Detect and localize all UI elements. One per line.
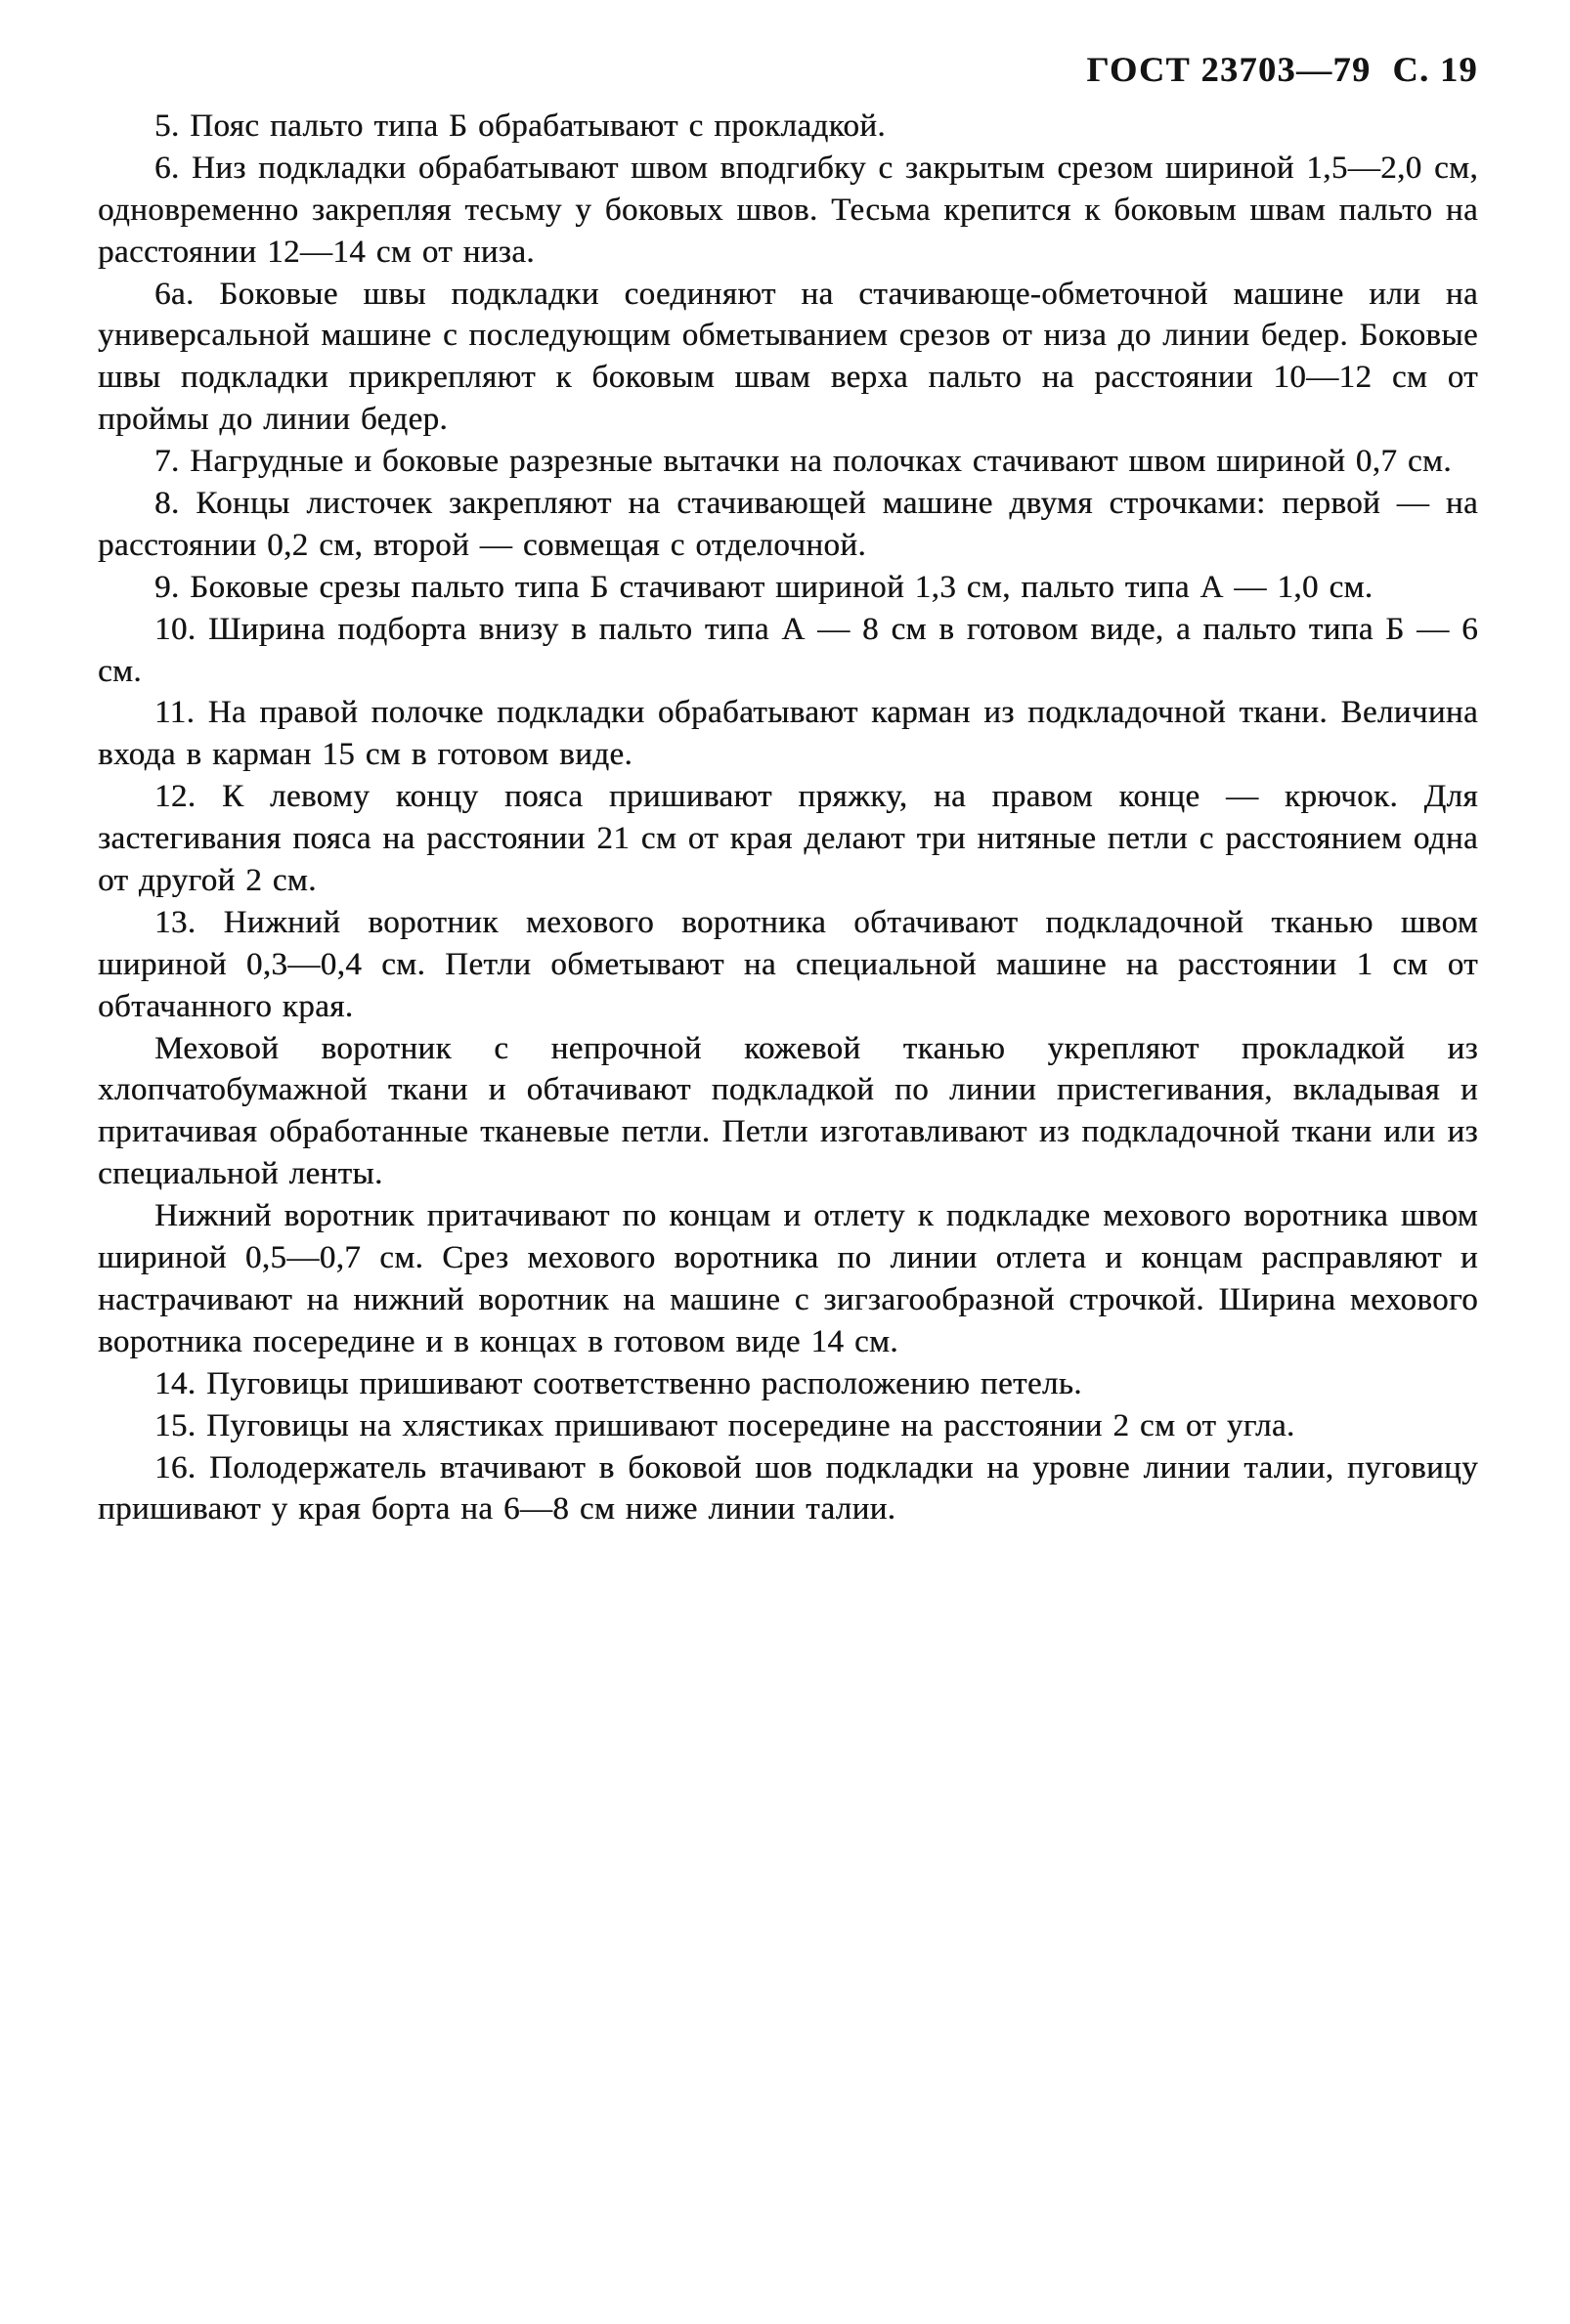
paragraph: 16. Полодержатель втачивают в боковой шов подкладки на уровне линии талии, пуговицу пришивают у края борта на 6—8 см ниже линии талии. (98, 1449, 1478, 1528)
paragraph: 6. Низ подкладки обрабатывают швом вподгибку с закрытым срезом шириной 1,5—2,0 см, одновременно закрепляя тесьму у боковых швов. Тесьма крепится к боковым швам пальто на расстоянии 12—14 см от низа. (98, 150, 1478, 270)
standard-number: ГОСТ 23703—79 (1086, 50, 1372, 89)
paragraph: 5. Пояс пальто типа Б обрабатывают с прокладкой. (154, 108, 886, 144)
paragraph: 6а. Боковые швы подкладки соединяют на стачивающе-обметочной машине или на универсальной машине с последующим обметыванием срезов от низа до линии бедер. Боковые швы подкладки прикрепляют к боковым швам верха пальто на расстоянии 10—12 см от проймы до линии бедер. (98, 276, 1478, 438)
paragraph: Меховой воротник с непрочной кожевой тканью укрепляют прокладкой из хлопчатобумажной ткани и обтачивают подкладкой по линии пристегивания, вкладывая и притачивая обработанные тканевые петли. Петли изготавливают из подкладочной ткани или из специальной ленты. (98, 1030, 1478, 1192)
document-body (98, 106, 1478, 1530)
paragraph: 14. Пуговицы пришивают соответственно расположению петель. (154, 1365, 1082, 1401)
paragraph: 9. Боковые срезы пальто типа Б стачивают шириной 1,3 см, пальто типа А — 1,0 см. (154, 569, 1374, 605)
paragraph: 8. Концы листочек закрепляют на стачивающей машине двумя строчками: первой — на расстоянии 0,2 см, второй — совмещая с отделочной. (98, 486, 1478, 563)
paragraph: 13. Нижний воротник мехового воротника обтачивают подкладочной тканью швом шириной 0,3—0,4 см. Петли обметывают на специальной машине на расстоянии 1 см от обтачанного края. (98, 904, 1478, 1024)
page-header (1087, 49, 1478, 90)
paragraph: 11. На правой полочке подкладки обрабатывают карман из подкладочной ткани. Величина входа в карман 15 см в готовом виде. (98, 695, 1478, 773)
paragraph: Нижний воротник притачивают по концам и отлету к подкладке мехового воротника швом шириной 0,5—0,7 см. Срез мехового воротника по линии отлета и концам расправляют и настрачивают на нижний воротник на машине с зигзагообразной строчкой. Ширина мехового воротника посередине и в концах в готовом виде 14 см. (98, 1198, 1478, 1359)
paragraph: 15. Пуговицы на хлястиках пришивают посередине на расстоянии 2 см от угла. (154, 1407, 1295, 1443)
paragraph: 10. Ширина подборта внизу в пальто типа А — 8 см в готовом виде, а пальто типа Б — 6 см. (98, 611, 1478, 689)
paragraph: 12. К левому концу пояса пришивают пряжку, на правом конце — крючок. Для застегивания пояса на расстоянии 21 см от края делают три нитяные петли с расстоянием одна от другой 2 см. (98, 779, 1478, 899)
page-number: С. 19 (1392, 50, 1478, 89)
paragraph: 7. Нагрудные и боковые разрезные вытачки на полочках стачивают швом шириной 0,7 см. (154, 444, 1452, 480)
